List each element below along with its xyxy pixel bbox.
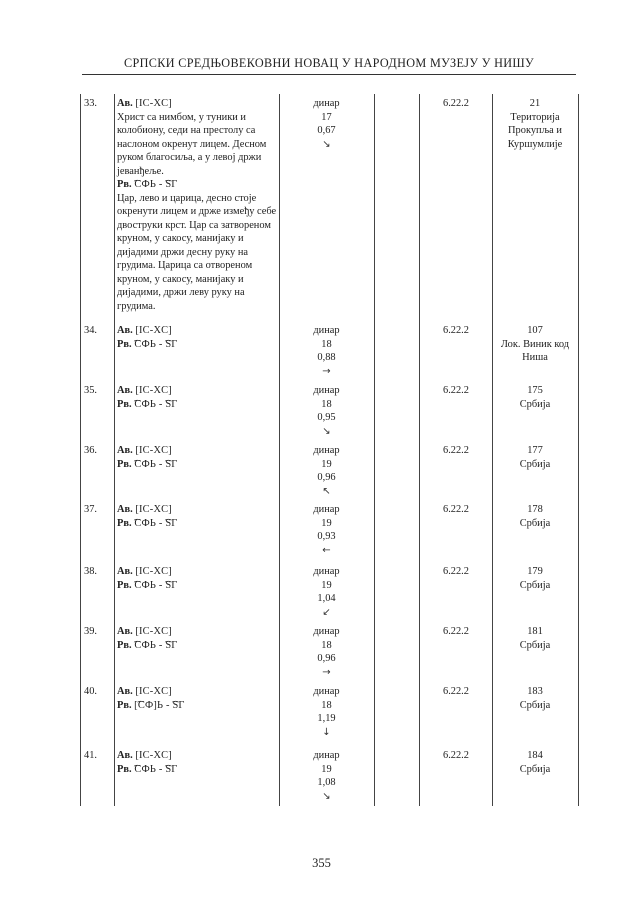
- row-number: 38.: [84, 566, 97, 577]
- obverse-legend: [IC-XC]: [135, 626, 172, 637]
- obverse-label: Ав.: [117, 385, 133, 396]
- find-number: 179: [527, 566, 543, 577]
- weight: 1,08: [317, 777, 336, 788]
- row-number: 35.: [84, 385, 97, 396]
- column-divider: [374, 94, 375, 806]
- reverse-legend: ͡СФЬ - ͡ЅГ: [134, 763, 178, 775]
- die-axis-arrow-icon: ↘: [322, 425, 331, 437]
- find-place: Србија: [519, 458, 551, 470]
- coin-description: [117, 97, 278, 313]
- weight: 1,04: [317, 593, 336, 604]
- coin-description: [117, 749, 278, 776]
- coin-data: [280, 444, 373, 498]
- reverse-label: Рв.: [117, 639, 132, 651]
- denomination: динар: [313, 504, 340, 515]
- inventory-number: 6.22.2: [443, 686, 469, 697]
- obverse-label: Ав.: [117, 98, 133, 109]
- coin-data: [280, 324, 373, 378]
- diameter: 19: [321, 763, 332, 775]
- diameter: 19: [321, 579, 332, 591]
- weight: 0,88: [317, 352, 336, 363]
- weight: 0,95: [317, 412, 336, 423]
- find-place: Србија: [519, 699, 551, 711]
- find-info: [493, 749, 577, 776]
- find-info: [493, 384, 577, 411]
- inventory-number: 6.22.2: [443, 445, 469, 456]
- diameter: 18: [321, 398, 332, 410]
- die-axis-arrow-icon: →: [322, 365, 331, 377]
- coin-data: [280, 384, 373, 438]
- find-place: Србија: [519, 639, 551, 651]
- denomination: динар: [313, 325, 340, 336]
- find-info: [493, 685, 577, 712]
- reverse-legend: ͡СФЬ - ͡ЅГ: [134, 517, 178, 529]
- inventory-number: 6.22.2: [443, 750, 469, 761]
- row-number: 40.: [84, 686, 97, 697]
- coin-data: [280, 503, 373, 557]
- row-number: 36.: [84, 445, 97, 456]
- find-place: Србија: [519, 517, 551, 529]
- find-number: 107: [527, 325, 543, 336]
- inventory-number: 6.22.2: [443, 98, 469, 109]
- denomination: динар: [313, 445, 340, 456]
- find-place: Србија: [519, 579, 551, 591]
- running-head: СРПСКИ СРЕДЊОВЕКОВНИ НОВАЦ У НАРОДНОМ МУЗЕЈУ У НИШУ: [123, 56, 535, 70]
- inventory-number: 6.22.2: [443, 504, 469, 515]
- coin-description: [117, 625, 278, 652]
- diameter: 19: [321, 517, 332, 529]
- obverse-legend: [IC-XC]: [135, 325, 172, 336]
- denomination: динар: [313, 686, 340, 697]
- obverse-legend: [IC-XC]: [135, 686, 172, 697]
- reverse-label: Рв.: [117, 699, 132, 711]
- find-info: [493, 444, 577, 471]
- find-number: 181: [527, 626, 543, 637]
- row-number: 39.: [84, 626, 97, 637]
- obverse-legend: [IC-XC]: [135, 98, 172, 109]
- obverse-label: Ав.: [117, 325, 133, 336]
- die-axis-arrow-icon: →: [322, 666, 331, 678]
- reverse-legend: ͡СФЬ - ͡ЅГ: [134, 579, 178, 591]
- coin-description: [117, 444, 278, 471]
- find-number: 21: [529, 98, 541, 109]
- reverse-label: Рв.: [117, 338, 132, 350]
- coin-description: [117, 685, 278, 712]
- reverse-legend: ͡СФЬ - ͡ЅГ: [134, 639, 178, 651]
- reverse-label: Рв.: [117, 179, 132, 190]
- find-info: [493, 503, 577, 530]
- weight: 0,67: [317, 125, 336, 136]
- obverse-label: Ав.: [117, 750, 133, 761]
- find-number: 175: [527, 385, 543, 396]
- find-number: 183: [527, 686, 543, 697]
- find-number: 177: [527, 445, 543, 456]
- find-place: Србија: [519, 398, 551, 410]
- reverse-description: Цар, лево и царица, десно стоје окренути лицем и држе између себе двоструки крст. Цар са затвореном круном, у сакосу, манијаку и дијадими држи десну руку на грудима. Царица са отвореном круном, у сакосу, манијаку и дијадими, држи леву руку на грудима.: [117, 192, 277, 312]
- diameter: 19: [321, 458, 332, 470]
- find-number: 184: [527, 750, 543, 761]
- obverse-label: Ав.: [117, 626, 133, 637]
- obverse-legend: [IC-XC]: [135, 385, 172, 396]
- find-place: Србија: [519, 763, 551, 775]
- find-info: [493, 625, 577, 652]
- diameter: 18: [321, 699, 332, 711]
- obverse-label: Ав.: [117, 445, 133, 456]
- die-axis-arrow-icon: ↘: [322, 790, 331, 802]
- die-axis-arrow-icon: ↘: [322, 138, 331, 150]
- die-axis-arrow-icon: ↙: [322, 606, 331, 618]
- find-place: Територија Прокупља и Куршумлије: [507, 111, 563, 150]
- reverse-legend: ͡СФЬ - ͡ЅГ: [134, 179, 178, 190]
- reverse-label: Рв.: [117, 579, 132, 591]
- die-axis-arrow-icon: ↓: [322, 726, 331, 738]
- reverse-legend: ͡СФЬ - ͡ЅГ: [134, 338, 178, 350]
- inventory-number: 6.22.2: [443, 385, 469, 396]
- table-border-left: [80, 94, 81, 806]
- find-info: [493, 324, 577, 365]
- find-info: [493, 97, 577, 151]
- denomination: динар: [313, 750, 340, 761]
- inventory-number: 6.22.2: [443, 626, 469, 637]
- weight: 0,93: [317, 531, 336, 542]
- reverse-label: Рв.: [117, 398, 132, 410]
- weight: 0,96: [317, 472, 336, 483]
- reverse-legend: ͡СФЬ - ͡ЅГ: [134, 398, 178, 410]
- reverse-legend: ͡СФЬ - ͡ЅГ: [134, 458, 178, 470]
- diameter: 17: [321, 111, 332, 123]
- obverse-label: Ав.: [117, 566, 133, 577]
- diameter: 18: [321, 338, 332, 350]
- obverse-label: Ав.: [117, 504, 133, 515]
- header-rule: [82, 74, 576, 75]
- obverse-legend: [IC-XC]: [135, 504, 172, 515]
- column-divider: [114, 94, 115, 806]
- coin-data: [280, 625, 373, 679]
- obverse-label: Ав.: [117, 686, 133, 697]
- weight: 0,96: [317, 653, 336, 664]
- table-border-right: [578, 94, 579, 806]
- reverse-legend: [͡СФ]Ь - ͡ЅГ: [134, 699, 185, 711]
- reverse-label: Рв.: [117, 763, 132, 775]
- find-info: [493, 565, 577, 592]
- denomination: динар: [313, 626, 340, 637]
- denomination: динар: [313, 98, 340, 109]
- coin-data: [280, 749, 373, 803]
- reverse-label: Рв.: [117, 517, 132, 529]
- coin-description: [117, 324, 278, 351]
- row-number: 41.: [84, 750, 97, 761]
- coin-data: [280, 565, 373, 619]
- coin-data: [280, 685, 373, 739]
- row-number: 34.: [84, 325, 97, 336]
- die-axis-arrow-icon: ←: [322, 544, 331, 556]
- coin-description: [117, 565, 278, 592]
- row-number: 33.: [84, 98, 97, 109]
- coin-description: [117, 384, 278, 411]
- weight: 1,19: [317, 713, 336, 724]
- diameter: 18: [321, 639, 332, 651]
- reverse-label: Рв.: [117, 458, 132, 470]
- obverse-description: Христ са нимбом, у туники и колобиону, седи на престолу са наслоном окренут лицем. Десном руком благосиља, а у левој држи јеванђеље.: [117, 111, 267, 177]
- inventory-number: 6.22.2: [443, 566, 469, 577]
- obverse-legend: [IC-XC]: [135, 445, 172, 456]
- obverse-legend: [IC-XC]: [135, 566, 172, 577]
- inventory-number: 6.22.2: [443, 325, 469, 336]
- row-number: 37.: [84, 504, 97, 515]
- denomination: динар: [313, 385, 340, 396]
- obverse-legend: [IC-XC]: [135, 750, 172, 761]
- page-number: 355: [312, 856, 331, 870]
- die-axis-arrow-icon: ↖: [322, 485, 331, 497]
- find-place: Лок. Виник код Ниша: [500, 338, 570, 363]
- denomination: динар: [313, 566, 340, 577]
- coin-data: [280, 97, 373, 151]
- coin-description: [117, 503, 278, 530]
- find-number: 178: [527, 504, 543, 515]
